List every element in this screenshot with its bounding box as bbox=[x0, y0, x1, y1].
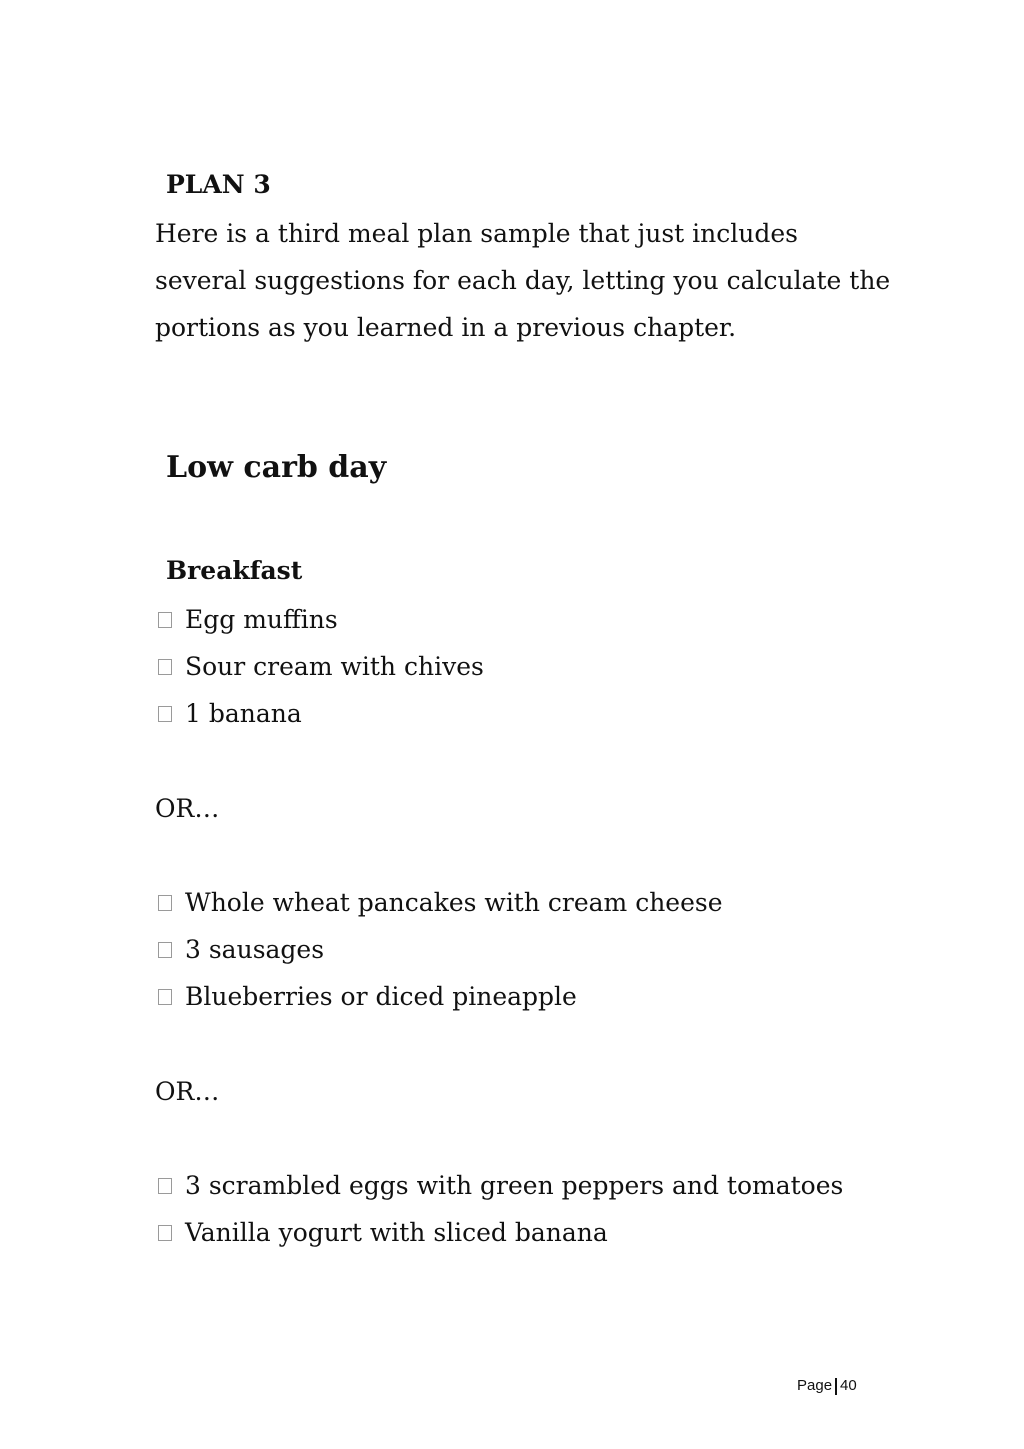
list-item bbox=[155, 1209, 843, 1256]
bullet-box-icon bbox=[158, 942, 172, 958]
list-item bbox=[155, 643, 484, 690]
or-separator: OR… bbox=[155, 794, 220, 823]
page-separator bbox=[835, 1378, 837, 1395]
bullet-box-icon bbox=[158, 1225, 172, 1241]
meal-heading: Breakfast bbox=[166, 556, 303, 585]
list-item bbox=[155, 879, 723, 926]
list-item-text: Sour cream with chives bbox=[185, 652, 484, 681]
or-separator: OR… bbox=[155, 1077, 220, 1106]
list-item bbox=[155, 1162, 843, 1209]
page-footer bbox=[797, 1375, 857, 1397]
plan-title: PLAN 3 bbox=[166, 170, 271, 199]
page-number: 40 bbox=[840, 1377, 857, 1394]
bullet-box-icon bbox=[158, 612, 172, 628]
list-item bbox=[155, 596, 484, 643]
intro-paragraph: Here is a third meal plan sample that just includes several suggestions for each day, letting you calculate the portions as you learned in a previous chapter. bbox=[155, 219, 891, 342]
page-label: Page bbox=[797, 1377, 833, 1394]
breakfast-option-1-list bbox=[155, 596, 484, 737]
list-item-text: 1 banana bbox=[185, 699, 302, 728]
list-item-text: Egg muffins bbox=[185, 605, 338, 634]
list-item-text: 3 scrambled eggs with green peppers and tomatoes bbox=[185, 1171, 844, 1200]
bullet-box-icon bbox=[158, 706, 172, 722]
day-heading: Low carb day bbox=[166, 450, 387, 485]
bullet-box-icon bbox=[158, 989, 172, 1005]
list-item-text: Whole wheat pancakes with cream cheese bbox=[185, 888, 723, 917]
bullet-box-icon bbox=[158, 659, 172, 675]
breakfast-option-3-list bbox=[155, 1162, 843, 1256]
list-item bbox=[155, 926, 723, 973]
list-item-text: Blueberries or diced pineapple bbox=[185, 982, 577, 1011]
list-item-text: Vanilla yogurt with sliced banana bbox=[185, 1218, 608, 1247]
list-item-text: 3 sausages bbox=[185, 935, 325, 964]
bullet-box-icon bbox=[158, 895, 172, 911]
list-item bbox=[155, 690, 484, 737]
breakfast-option-2-list bbox=[155, 879, 723, 1020]
bullet-box-icon bbox=[158, 1178, 172, 1194]
list-item bbox=[155, 973, 723, 1020]
